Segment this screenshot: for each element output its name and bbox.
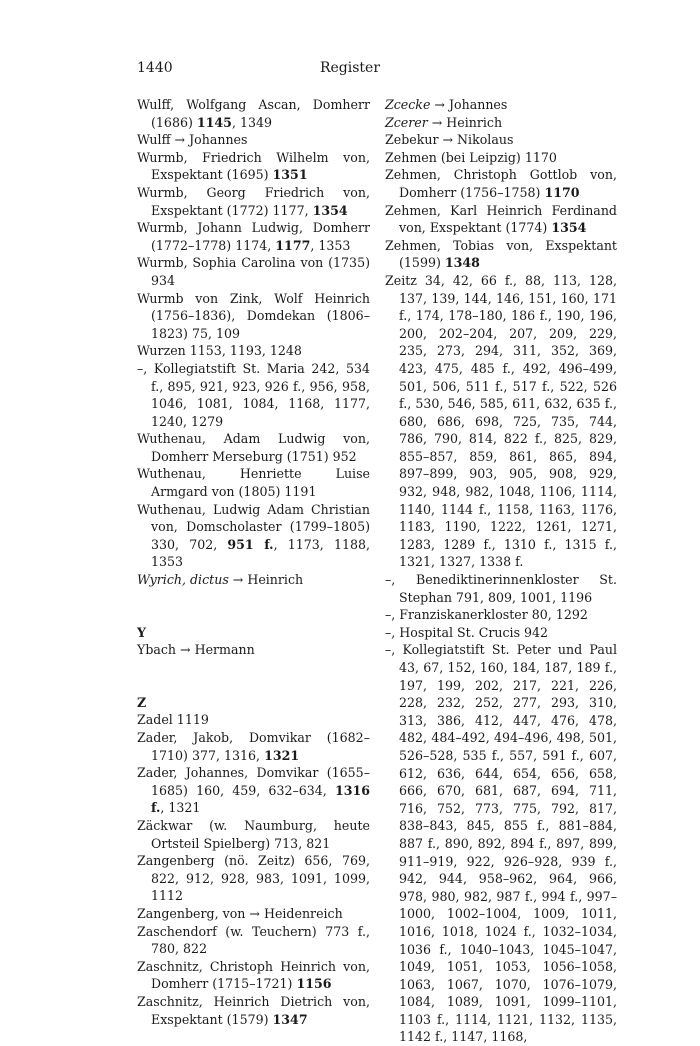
index-entry: Wurzen 1153, 1193, 1248 [137, 343, 302, 359]
index-entry: –, Hospital St. Crucis 942 [385, 624, 549, 640]
index-entry: Zcerer → Heinrich [385, 114, 503, 130]
index-entry: Wuthenau, Henriette Luise Armgard von (1805) 1191 [137, 466, 370, 500]
index-entry: Wulff → Johannes [137, 132, 248, 148]
entries-y [137, 641, 370, 659]
index-entry: Wurmb, Sophia Carolina von (1735) 934 [137, 255, 370, 288]
section-letter-z: Z [137, 694, 147, 710]
index-entry: Zeitz 34, 42, 66 f., 88, 113, 128, 137, 139, 144, 146, 151, 160, 171 f., 174, 178–180, 186 f., 190, 196, 200, 202–204, 207, 209, 229, 235, 273, 294, 311, 352, 369, 423, 475, 485 f., 492, 496–499, 501, 506, 511 f., 517 f., 522, 526 f., 530, 546, 585, 611, 632, 635 f., 680, 686, 698, 725, 735, 744, 786, 790, 814, 822 f., 825, 829, 855–857, 859, 861, 865, 894, 897–899, 903, 905, 908, 929, 932, 948, 982, 1048, 1106, 1114, 1140, 1144 f., 1158, 1163, 1176, 1183, 1190, 1222, 1261, 1271, 1283, 1289 f., 1310 f., 1315 f., 1321, 1327, 1338 f. [385, 272, 617, 570]
section-letter-y: Y [137, 624, 146, 640]
index-entry: Zcecke → Johannes [385, 97, 508, 112]
index-entry: Zader, Johannes, Domvikar (1655–1685) 160, 459, 632–634, 1316 f., 1321 [137, 765, 370, 816]
index-entry: –, Kollegiatstift St. Maria 242, 534 f., 895, 921, 923, 926 f., 956, 958, 1046, 1081, 1084, 1168, 1177, 1240, 1279 [137, 360, 370, 429]
index-entry: Ybach → Hermann [137, 642, 255, 658]
index-entry: Zaschnitz, Christoph Heinrich von, Domherr (1715–1721) 1156 [137, 958, 370, 992]
entries-z-continued [385, 96, 617, 1046]
index-entry: Wuthenau, Adam Ludwig von, Domherr Merseburg (1751) 952 [137, 431, 370, 464]
index-entry: Zaschnitz, Heinrich Dietrich von, Exspektant (1579) 1347 [137, 993, 370, 1027]
index-entry: Wurmb, Georg Friedrich von, Exspektant (1772) 1177, 1354 [137, 184, 370, 218]
page-number: 1440 [137, 60, 173, 76]
index-entry: Wurmb von Zink, Wolf Heinrich (1756–1836), Domdekan (1806–1823) 75, 109 [137, 290, 370, 341]
index-entry: Zangenberg, von → Heidenreich [137, 905, 343, 921]
index-entry: Zaschendorf (w. Teuchern) 773 f., 780, 822 [137, 923, 370, 957]
index-entry: Zäckwar (w. Naumburg, heute Ortsteil Spielberg) 713, 821 [137, 817, 370, 851]
entries-w [137, 96, 370, 589]
index-entry: Zehmen, Karl Heinrich Ferdinand von, Exspektant (1774) 1354 [385, 202, 617, 236]
index-entry: Wuthenau, Ludwig Adam Christian von, Domscholaster (1799–1805) 330, 702, 951 f., 1173, 1188, 1353 [137, 501, 370, 570]
index-entry: Zehmen, Christoph Gottlob von, Domherr (1756–1758) 1170 [385, 167, 617, 200]
index-entry: Zader, Jakob, Domvikar (1682–1710) 377, 1316, 1321 [137, 730, 370, 763]
index-entry: Zebekur → Nikolaus [385, 132, 514, 148]
index-entry: Wurmb, Friedrich Wilhelm von, Exspektant (1695) 1351 [137, 149, 370, 183]
index-entry: Wyrich, dictus → Heinrich [137, 572, 304, 588]
running-head: Register [319, 60, 381, 76]
index-column-left [137, 96, 370, 1028]
index-entry: Wulff, Wolfgang Ascan, Domherr (1686) 1145, 1349 [137, 97, 370, 130]
index-entry: Zehmen, Tobias von, Exspektant (1599) 1348 [385, 237, 617, 271]
index-entry: –, Franziskanerkloster 80, 1292 [385, 607, 588, 623]
index-entry: Zehmen (bei Leipzig) 1170 [385, 149, 557, 165]
entries-z [137, 711, 370, 1028]
index-entry: –, Benediktinerinnenkloster St. Stephan 791, 809, 1001, 1196 [385, 572, 617, 605]
index-entry: Wurmb, Johann Ludwig, Domherr (1772–1778) 1174, 1177, 1353 [137, 220, 370, 253]
index-entry: Zadel 1119 [137, 712, 209, 728]
index-entry: –, Kollegiatstift St. Peter und Paul 43, 67, 152, 160, 184, 187, 189 f., 197, 199, 202, 217, 221, 226, 228, 232, 252, 277, 293, 310, 313, 386, 412, 447, 476, 478, 482, 484–492, 494–496, 498, 501, 526–528, 535 f., 557, 591 f., 607, 612, 636, 644, 654, 656, 658, 666, 670, 681, 687, 694, 711, 716, 752, 773, 775, 792, 817, 838–843, 845, 855 f., 881–884, 887 f., 890, 892, 894 f., 897, 899, 911–919, 922, 926–928, 939 f., 942, 944, 958–962, 964, 966, 978, 980, 982, 987 f., 994 f., 997–1000, 1002–1004, 1009, 1011, 1016, 1018, 1024 f., 1032–1034, 1036 f., 1040–1043, 1045–1047, 1049, 1051, 1053, 1056–1058, 1063, 1067, 1070, 1076–1079, 1084, 1089, 1091, 1099–1101, 1103 f., 1114, 1121, 1132, 1135, 1142 f., 1147, 1168, [385, 642, 617, 1045]
index-column-right [385, 96, 617, 1046]
index-entry: Zangenberg (nö. Zeitz) 656, 769, 822, 912, 928, 983, 1091, 1099, 1112 [137, 853, 370, 904]
